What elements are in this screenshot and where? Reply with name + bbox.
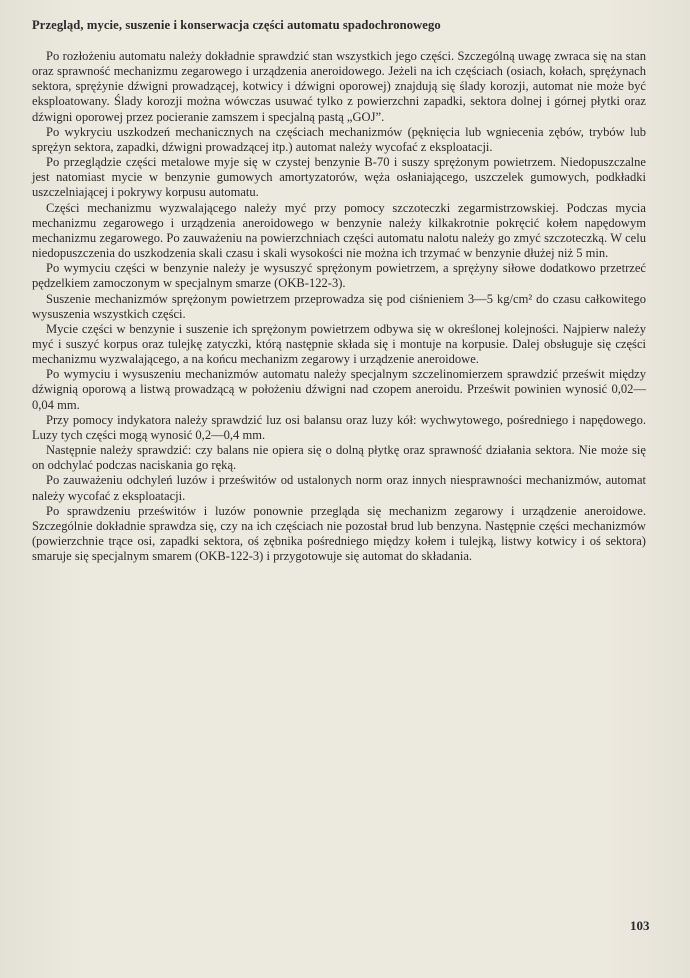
body-text bbox=[32, 49, 646, 564]
paragraph-9: Przy pomocy indykatora należy sprawdzić luz osi balansu oraz luzy kół: wychwytowego, pośredniego i napędowego. Luzy tych części mogą wynosić 0,2—0,4 mm. bbox=[32, 412, 646, 442]
paragraph-12: Po sprawdzeniu prześwitów i luzów ponownie przegląda się mechanizm zegarowy i urządzenie aneroidowe. Szczególnie dokładnie sprawdza się, czy na ich częściach nie pozostał brud lub benzyna. Następnie części mechanizmów (powierzchnie trące osi, zapadki sektora, oś zębnika pośredniego między kołem i tulejką, listwy kotwicy i oś sektora) smaruje się specjalnym smarem (OKB-122-3) i przygotowuje się automat do składania. bbox=[32, 503, 646, 564]
page-number: 103 bbox=[630, 918, 650, 933]
paragraph-1: Po rozłożeniu automatu należy dokładnie sprawdzić stan wszystkich jego części. Szczególną uwagę zwraca się na stan oraz sprawność mechanizmu zegarowego i urządzenia aneroidowego. Jeżeli na ich częściach (osiach, kołach, sprężynach sektora, sprężynie dźwigni prowadzącej, kotwicy i dźwigni oporowej) znajdują się ślady korozji, automat nie może być eksploatowany. Ślady korozji można wówczas usuwać tylko z powierzchni zapadki, sektora dolnej i górnej płytki oraz dźwigni oporowej przez pocieranie zamszem i specjalną pastą „GOJ”. bbox=[32, 49, 646, 124]
paragraph-10: Następnie należy sprawdzić: czy balans nie opiera się o dolną płytkę oraz sprawność działania sektora. Nie może się on odchylać podczas naciskania go ręką. bbox=[32, 443, 646, 473]
paragraph-6: Suszenie mechanizmów sprężonym powietrzem przeprowadza się pod ciśnieniem 3—5 kg/cm² do czasu całkowitego wysuszenia wszystkich części. bbox=[32, 291, 646, 321]
paragraph-11: Po zauważeniu odchyleń luzów i prześwitów od ustalonych norm oraz innych niesprawności mechanizmów, automat należy wycofać z eksploatacji. bbox=[32, 473, 646, 503]
section-heading: Przegląd, mycie, suszenie i konserwacja części automatu spadochronowego bbox=[32, 18, 441, 32]
paragraph-4: Części mechanizmu wyzwalającego należy myć przy pomocy szczoteczki zegarmistrzowskiej. Podczas mycia mechanizmu zegarowego i urządzenia aneroidowego w benzynie należy kilkakrotnie pokręcić kołem napędowym mechanizmu zegarowego. Po zauważeniu na powierzchniach części automatu nalotu należy go zmyć szczoteczką. W celu niedopuszczenia do uszkodzenia skali czasu i skali wysokości nie można ich trzymać w benzynie dłużej niż 5 min. bbox=[32, 200, 646, 261]
paragraph-8: Po wymyciu i wysuszeniu mechanizmów automatu należy specjalnym szczelinomierzem sprawdzić prześwit między dźwignią oporową a listwą prowadzącą w położeniu dźwigni nad czopem aneroidu. Prześwit powinien wynosić 0,02—0,04 mm. bbox=[32, 367, 646, 412]
paragraph-3: Po przeglądzie części metalowe myje się w czystej benzynie B-70 i suszy sprężonym powietrzem. Niedopuszczalne jest natomiast mycie w benzynie gumowych amortyzatorów, węża osłaniającego, uszczelek gumowych, podkładki uszczelniającej i pokrywy korpusu automatu. bbox=[32, 155, 646, 200]
paragraph-5: Po wymyciu części w benzynie należy je wysuszyć sprężonym powietrzem, a sprężyny siłowe dodatkowo przetrzeć pędzelkiem zamoczonym w specjalnym smarze (OKB-122-3). bbox=[32, 261, 646, 291]
paragraph-2: Po wykryciu uszkodzeń mechanicznych na częściach mechanizmów (pęknięcia lub wgniecenia zębów, trybów lub sprężyn sektora, zapadki, dźwigni prowadzącej itp.) automat należy wycofać z eksploatacji. bbox=[32, 124, 646, 154]
paragraph-7: Mycie części w benzynie i suszenie ich sprężonym powietrzem odbywa się w określonej kolejności. Najpierw należy myć i suszyć korpus oraz tulejkę zatyczki, którą następnie składa się i montuje na korpusie. Dalej obsługuje się części mechanizmu wyzwalającego, a na końcu mechanizm zegarowy i urządzenie aneroidowe. bbox=[32, 321, 646, 367]
